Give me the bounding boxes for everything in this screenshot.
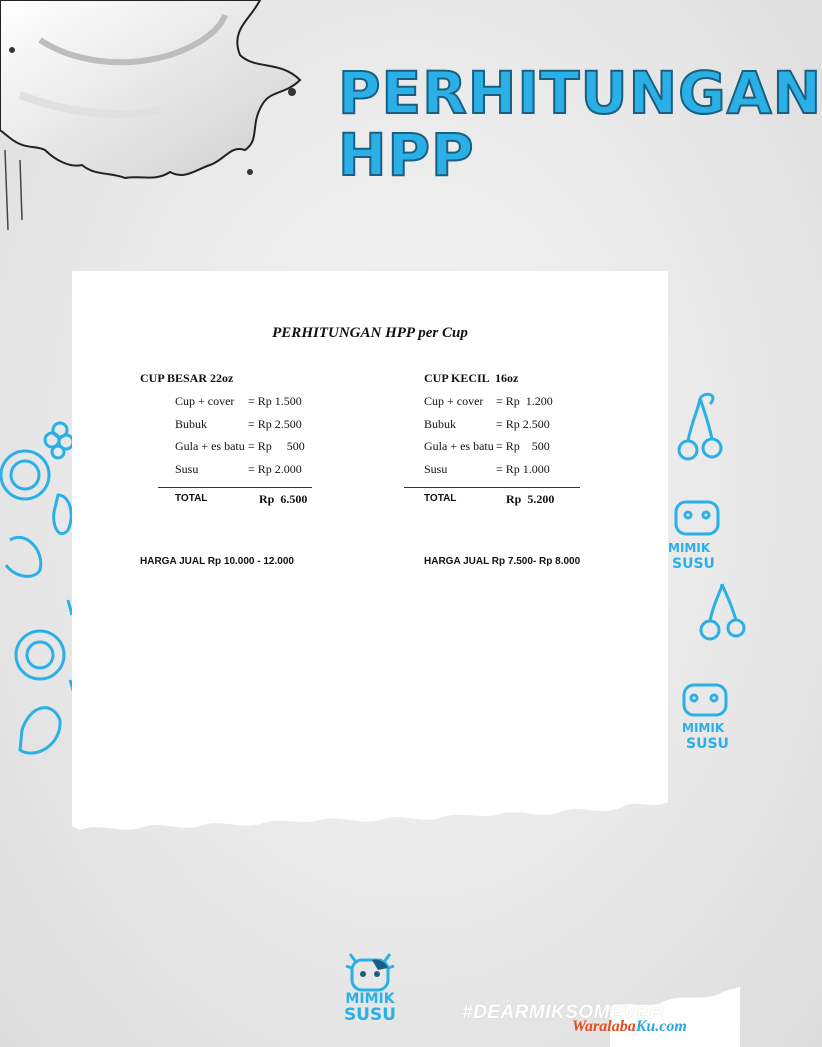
logo-text-line2: SUSU — [343, 1005, 397, 1025]
cost-item-value: = Rp 1.000 — [496, 461, 550, 476]
watermark-logo — [572, 1018, 687, 1036]
svg-text:SUSU: SUSU — [686, 736, 729, 752]
total-row — [424, 493, 654, 513]
torn-paper-edge — [60, 780, 680, 840]
cost-item-value: = Rp 2.500 — [496, 416, 550, 431]
cost-row — [140, 417, 370, 440]
cost-item-value: = Rp 1.200 — [496, 394, 553, 408]
total-label: TOTAL — [175, 493, 208, 504]
cup-besar-section — [140, 371, 370, 513]
cost-item-name: Bubuk — [175, 416, 208, 431]
cost-item-name: Cup + cover — [424, 394, 484, 408]
cost-item-name: Gula + es batu — [424, 439, 494, 453]
watermark-part-1: Waralaba — [572, 1018, 636, 1035]
document-title: PERHITUNGAN HPP per Cup — [272, 325, 468, 341]
cup-kecil-heading: CUP KECIL 16oz — [424, 371, 519, 385]
cup-kecil-section — [424, 371, 654, 513]
hashtag-text: #DEARMIKSOMEVER — [462, 1002, 664, 1023]
total-label: TOTAL — [424, 493, 457, 504]
hpp-document — [72, 271, 668, 801]
selling-price-large: HARGA JUAL Rp 10.000 - 12.000 — [140, 556, 294, 567]
svg-text:MIMIK: MIMIK — [668, 541, 711, 555]
page-title — [338, 59, 822, 189]
total-value: Rp 6.500 — [259, 492, 308, 506]
cost-row — [424, 394, 654, 417]
logo-text-line1: MIMIK — [345, 991, 395, 1007]
fruit-doodles-right — [660, 390, 740, 760]
cup-besar-heading: CUP BESAR 22oz — [140, 371, 234, 385]
title-line-2: HPP — [338, 121, 475, 189]
cost-item-name: Susu — [424, 461, 448, 476]
total-divider — [158, 487, 312, 488]
cost-item-value: = Rp 2.500 — [248, 416, 302, 431]
cost-row — [424, 462, 654, 485]
cost-row — [140, 439, 370, 462]
total-value: Rp 5.200 — [506, 492, 555, 506]
cost-item-name: Gula + es batu — [175, 439, 245, 453]
cost-item-name: Bubuk — [424, 416, 457, 431]
cost-item-value: = Rp 500 — [496, 439, 550, 453]
cost-row — [424, 439, 654, 462]
total-row — [140, 493, 370, 513]
cost-item-value: = Rp 500 — [248, 439, 305, 453]
cost-item-name: Cup + cover — [175, 394, 235, 408]
watermark-part-2: Ku.com — [635, 1018, 687, 1035]
selling-price-small: HARGA JUAL Rp 7.500- Rp 8.000 — [424, 556, 581, 567]
total-divider — [404, 487, 580, 488]
svg-text:MIMIK: MIMIK — [682, 721, 725, 735]
svg-text:SUSU: SUSU — [672, 556, 715, 572]
cow-mascot-icon — [338, 948, 402, 994]
cost-row — [140, 462, 370, 485]
cost-item-name: Susu — [175, 461, 199, 476]
cost-row — [424, 417, 654, 440]
mimik-susu-logo — [338, 948, 402, 1028]
cost-row — [140, 394, 370, 417]
fruit-doodles-left — [0, 400, 80, 780]
title-line-1: PERHITUNGAN — [338, 59, 822, 127]
milk-splash-image — [0, 0, 310, 240]
cost-item-value: = Rp 1.500 — [248, 394, 302, 408]
cost-item-value: = Rp 2.000 — [248, 461, 302, 476]
